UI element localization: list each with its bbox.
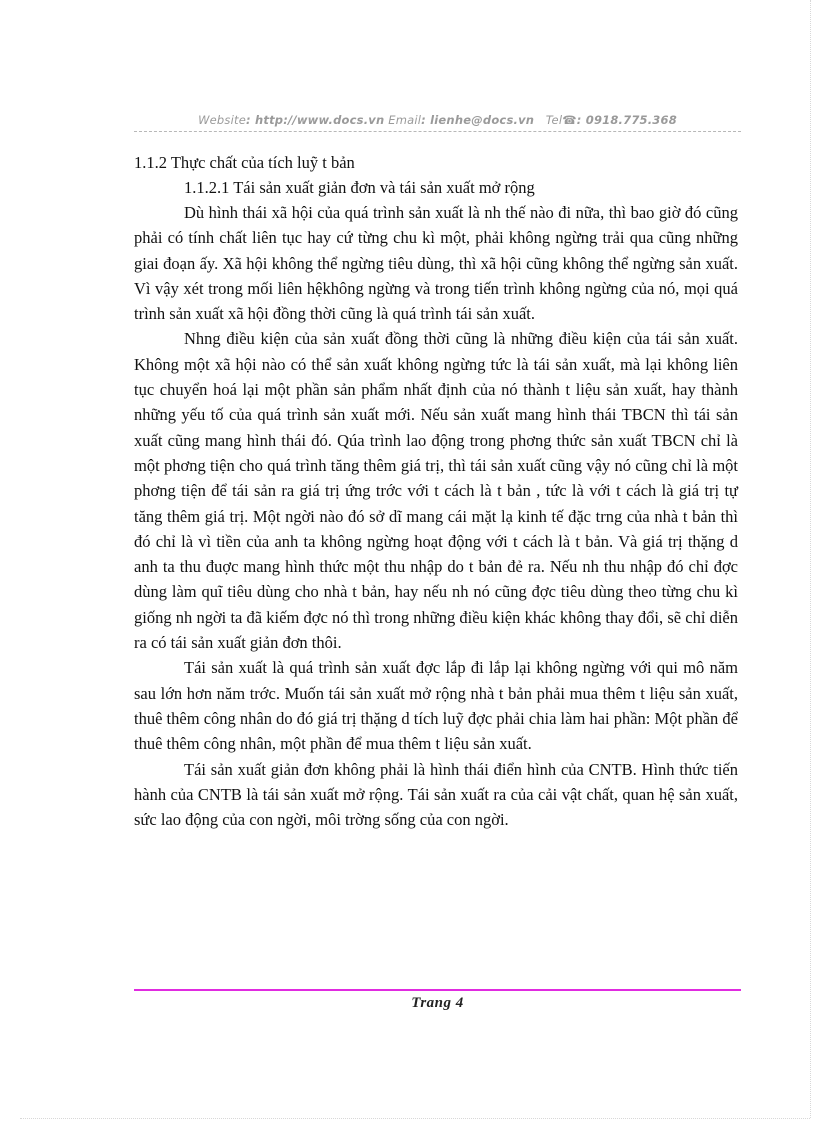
page-edge-right: [810, 0, 811, 1118]
paragraph-3: Tái sản xuất là quá trình sản xuất đợc lắp đi lắp lại không ngừng với qui mô năm sau lớn hơn năm trớc. Muốn tái sản xuất mở rộng nhà t bản phải mua thêm t liệu sản xuất, thuê thêm công nhân do đó giá trị thặng d tích luỹ đợc phải chia làm hai phần: Một phần để thuê thêm công nhân, một phần để mua thêm t liệu sản xuất.: [134, 658, 738, 754]
website-label: Website: [198, 113, 246, 127]
tel-label: Tel: [545, 113, 563, 127]
header-divider: [134, 131, 741, 132]
page-number: Trang 4: [411, 995, 464, 1011]
page-header: [134, 113, 741, 127]
page-edge-bottom: [20, 1118, 810, 1119]
email-value: : lienhe@docs.vn: [421, 113, 535, 127]
section-title: 1.1.2 Thực chất của tích luỹ t bản: [134, 153, 355, 172]
paragraph-2: Nhng điều kiện của sản xuất đồng thời cũng là những điều kiện của tái sản xuất. Không một xã hội nào có thể sản xuất không ngừng tức là tái sản xuất, mà lại không liên tục chuyển hoá lại một phần sản phẩm nhất định của nó thành t liệu sản xuất, hay thành những yếu tố của quá trình sản xuất mới. Nếu sản xuất mang hình thái TBCN thì tái sản xuất cũng mang hình thái đó. Qúa trình lao động trong phơng thức sản xuất TBCN chỉ là một phơng tiện cho quá trình tăng thêm giá trị, thì tái sản xuất cũng vậy nó cũng chỉ là một phơng tiện để tái sản ra giá trị ứng trớc với t cách là t bản , tức là với t cách là giá trị tự tăng thêm giá trị. Một ngời nào đó sở dĩ mang cái mặt lạ kinh tế đặc trng của nhà t bản thì đó chỉ là vì tiền của anh ta không ngừng hoạt động với t cách là t bản. Và giá trị thặng d anh ta thu đuợc mang hình thức một thu nhập do t bản đẻ ra. Nếu nh thu nhập đó chỉ đợc dùng làm quĩ tiêu dùng cho nhà t bản, hay nếu nh nó cũng đợc tiêu dùng theo từng chu kì giống nh ngời ta đã kiếm đợc nó thì trong những điều kiện khác không thay đổi, sẽ chỉ diễn ra có tái sản xuất giản đơn thôi.: [134, 329, 738, 653]
email-label: Email: [388, 113, 422, 127]
footer-divider: [134, 989, 741, 991]
tel-value: ☎: 0918.775.368: [562, 113, 677, 127]
website-value: : http://www.docs.vn: [246, 113, 385, 127]
subsection-title: 1.1.2.1 Tái sản xuất giản đơn và tái sản xuất mở rộng: [184, 178, 535, 197]
paragraph-4: Tái sản xuất giản đơn không phải là hình thái điển hình của CNTB. Hình thức tiến hành của CNTB là tái sản xuất mở rộng. Tái sản xuất ra của cải vật chất, quan hệ sản xuất, sức lao động của con ngời, môi trờng sống của con ngời.: [134, 759, 738, 830]
document-body: [134, 150, 738, 832]
paragraph-1: Dù hình thái xã hội của quá trình sản xuất là nh thế nào đi nữa, thì bao giờ đó cũng phải có tính chất liên tục hay cứ từng chu kì một, phải không ngừng trải qua cũng những giai đoạn ấy. Xã hội không thể ngừng tiêu dùng, thì xã hội cũng không thể ngừng sản xuất. Vì vậy xét trong mối liên hệkhông ngừng và trong tiến trình không ngừng của nó, mọi quá trình sản xuất xã hội đồng thời cũng là quá trình tái sản xuất.: [134, 203, 738, 324]
